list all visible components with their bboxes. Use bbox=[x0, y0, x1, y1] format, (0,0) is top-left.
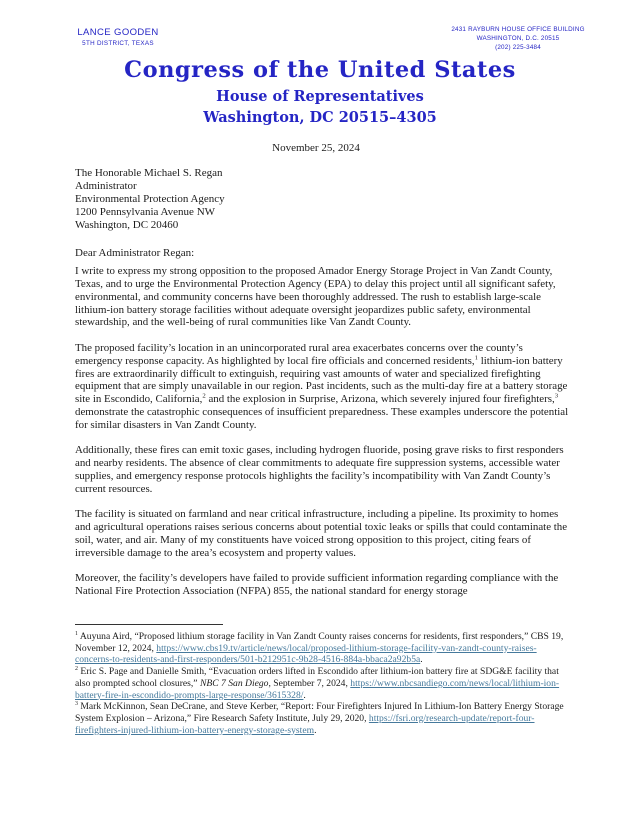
recipient-line: Environmental Protection Agency bbox=[75, 193, 225, 206]
footnote-marker: 1 bbox=[474, 354, 478, 362]
recipient-line: Administrator bbox=[75, 180, 137, 193]
body-paragraph: I write to express my strong opposition to the proposed Amador Energy Storage Project in Van Zandt County, Texas, and to urge the Environmental Protection Agency (EPA) to delay this project until all significant safety, environmental, and community concerns have been thoroughly addressed. The rush to establish large-scale lithium-ion battery storage facilities without adequate oversight jeopardizes public safety, environmental stewardship, and the well-being of rural communities like Van Zandt County. bbox=[75, 265, 556, 329]
house-subtitle: House of Representatives bbox=[216, 88, 424, 105]
body-paragraph: Moreover, the facility’s developers have failed to provide sufficient information regarding compliance with the National Fire Protection Association (NFPA) 855, the national standard for energy storage bbox=[75, 572, 559, 598]
footnote-marker: 3 bbox=[554, 392, 559, 400]
body-paragraph: Additionally, these fires can emit toxic gases, including hydrogen fluoride, posing grave risks to first responders and nearby residents. The absence of clear commitments to adequate fire suppression systems, accessible water supplies, and emergency response protocols highlights the facility’s incompatibility with Van Zandt County’s current resources. bbox=[75, 444, 564, 495]
office-phone: (202) 225-3484 bbox=[495, 43, 541, 51]
letter-date: November 25, 2024 bbox=[272, 142, 360, 154]
footnote-separator bbox=[75, 624, 223, 625]
member-identity bbox=[58, 27, 178, 47]
hyperlink[interactable]: https://www.nbcsandiego.com/news/local/lithium-ion-battery-fire-in-escondido-prompts-large-response/3615328/ bbox=[75, 677, 560, 701]
letter-body bbox=[75, 265, 569, 611]
recipient-line: 1200 Pennsylvania Avenue NW bbox=[75, 206, 216, 219]
hyperlink[interactable]: https://fsri.org/research-update/report-four-firefighters-injured-lithium-ion-battery-energy-storage-system bbox=[75, 712, 535, 736]
congress-title: Congress of the United States bbox=[124, 57, 516, 83]
office-address bbox=[423, 26, 613, 52]
member-district: 5TH DISTRICT, TEXAS bbox=[82, 40, 154, 47]
salutation: Dear Administrator Regan: bbox=[75, 247, 195, 259]
footnote: $^2$ Eric S. Page and Danielle Smith, “Evacuation orders lifted in Escondido after lithium-ion battery fire at SDG&E facility that also prompted school closures,” NBC 7 San Diego, September 7, 2024, https://www.nbcsandiego.com/news/local/lithium-ion-battery-fire-in-escondido-prompts-large-response/3615328/. bbox=[75, 665, 560, 701]
footnote-marker: 3 bbox=[75, 701, 78, 708]
footnote-marker: 2 bbox=[202, 392, 206, 400]
recipient-line: Washington, DC 20460 bbox=[75, 219, 179, 232]
washington-address: Washington, DC 20515–4305 bbox=[203, 109, 437, 126]
masthead bbox=[0, 57, 640, 126]
body-paragraph: The facility is situated on farmland and near critical infrastructure, including a pipeline. Its proximity to homes and agricultural operations raises serious concerns about potential toxic leaks or spills that could contaminate the soil, water, and air. Many of my constituents have voiced strong opposition to this project, citing fears of irreversible damage to the area’s ecosystem and property values. bbox=[75, 508, 568, 559]
footnote: $^3$ Mark McKinnon, Sean DeCrane, and Steve Kerber, “Report: Four Firefighters Injured In Lithium-Ion Battery Energy Storage System Explosion – Arizona,” Fire Research Safety Institute, July 29, 2020, https://fsri.org/research-update/report-four-firefighters-injured-lithium-ion-battery-energy-storage-system. bbox=[75, 701, 564, 736]
office-address-line: WASHINGTON, D.C. 20515 bbox=[476, 34, 560, 42]
hyperlink[interactable]: https://www.cbs19.tv/article/news/local/proposed-lithium-storage-facility-van-zandt-county-raises-concerns-to-residents-and-first-responders/501-b212951c-9b28-4516-884a-bbaca2a92b5a bbox=[75, 642, 537, 666]
italic-publication: NBC 7 San Diego bbox=[199, 677, 269, 689]
member-name: LANCE GOODEN bbox=[77, 27, 159, 38]
office-address-line: 2431 RAYBURN HOUSE OFFICE BUILDING bbox=[451, 26, 585, 33]
recipient-address bbox=[75, 167, 225, 232]
footnote-marker: 2 bbox=[75, 665, 78, 672]
footnote: $^1$ Auyuna Aird, “Proposed lithium storage facility in Van Zandt County raises concerns for residents, first responders,” CBS 19, November 12, 2024, https://www.cbs19.tv/article/news/local/proposed-lithium-storage-facility-van-zandt-county-raises-concerns-to-residents-and-first-responders/501-b212951c-9b28-4516-884a-bbaca2a92b5a. bbox=[75, 630, 564, 666]
recipient-line: The Honorable Michael S. Regan bbox=[75, 167, 223, 179]
footnotes-section bbox=[75, 631, 573, 736]
body-paragraph: The proposed facility’s location in an unincorporated rural area exacerbates concerns over the county’s emergency response capacity. As highlighted by local fire officials and concerned residents,$^1$ lithium-ion battery fires are extraordinarily difficult to extinguish, requiring vast amounts of water and specialized firefighting equipment that are simply unavailable in our region. Past incidents, such as the multi-day fire at a battery storage site in Escondido, California,$^2$ and the explosion in Surprise, Arizona, which severely injured four firefighters,$^3$ demonstrate the catastrophic consequences of insufficient preparedness. These examples underscore the potential for similar disasters in Van Zandt County. bbox=[75, 341, 569, 431]
footnote-marker: 1 bbox=[75, 630, 78, 637]
